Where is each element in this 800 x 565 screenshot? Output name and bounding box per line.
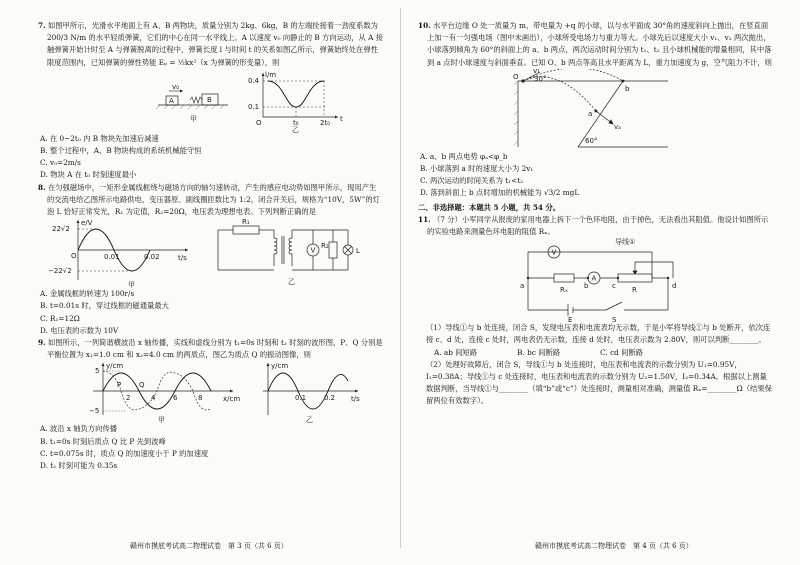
block-a-label: A: [169, 96, 174, 105]
figure-8b-transformer-circuit: [218, 226, 353, 270]
switch-label: S: [612, 316, 617, 323]
question-7: [38, 20, 383, 182]
resistor-rx: [554, 274, 574, 282]
question-11-stem: 11. （7 分）小军同学从报废的家用电器上拆下一个色环电阻，由于掉色，无法看出其阻值。他设计如图所示的实验电路来测量色环电阻的阻值 Rₓ。: [418, 214, 769, 237]
rx-label: Rₓ: [560, 286, 568, 295]
figure-7a-caption: 甲: [190, 114, 197, 123]
angle-60-label: 60°: [585, 136, 598, 145]
va-label: vₐ: [614, 122, 621, 131]
axis-t-label: t/s: [351, 395, 360, 404]
figure-8b-caption: 乙: [288, 278, 295, 287]
tick-x-4: 4: [151, 394, 156, 403]
lamp-label: L: [356, 247, 360, 256]
question-11: [418, 214, 773, 408]
figure-7a-blocks: [156, 83, 228, 123]
q10-option-d[interactable]: D. 落到斜面上 b 点时增加的机械能为 √3/2 mgL: [420, 188, 580, 198]
point-o-label: O: [513, 72, 519, 81]
point-q-label: Q: [139, 381, 145, 390]
q7-option-a[interactable]: A. 在 0~2t₀ 内 B 物块先加速后减速: [40, 133, 159, 143]
origin-label: O: [256, 118, 262, 127]
question-8-figures: [38, 218, 383, 288]
node-b-label: b: [584, 282, 589, 291]
r2-label: R₂: [321, 242, 329, 251]
point-a-label: a: [588, 109, 593, 118]
axis-e-label: e/V: [81, 219, 93, 228]
tick-emf-min: −22√2: [48, 267, 72, 276]
axis-l-label: l/m: [265, 70, 277, 79]
figure-8a-caption: 甲: [128, 281, 135, 289]
axis-x-label: x/cm: [223, 395, 241, 404]
question-10-figure: [418, 69, 773, 151]
question-9-stem: 9. 如图所示，一列简谐横波沿 x 轴传播，实线和虚线分别为 t₁=0s 时刻和 t₂ 时刻的波形图，P、Q 分别是平衡位置为 x₁=1.0 cm 和 x₂=4.0 cm 的两质点，图乙为质点 Q 的振动图像，则: [38, 338, 383, 360]
question-9: [38, 337, 383, 472]
question-7-stem: 7. 如图甲所示，光滑水平地面上有 A、B 两物块，质量分别为 2kg、6kg，B 的左端拴接着一劲度系数为 200/3 N/m 的水平轻质弹簧，它们的中心在同一水平线上。A 以速度 v₀ 向静止的 B 方向运动，从 A 接触弹簧开始计时至 A 与弹簧脱离的过程中，弹簧长度 l 与时间 t 的关系如图乙所示，弹簧始终处在弹性限度范围内，已知弹簧的弹性势能 Eₚ = ½kx²（x 为弹簧的形变量），则: [38, 21, 384, 67]
left-page: [38, 20, 383, 472]
figure-7b-caption: 乙: [292, 125, 299, 133]
battery-label: E: [568, 316, 573, 323]
tick-minus5: −5: [89, 407, 100, 416]
figure-9b-vibration: [263, 362, 360, 423]
axis-yb-label: y/cm: [271, 362, 289, 371]
v0-label: v₀: [172, 82, 179, 91]
point-b-label: b: [625, 84, 630, 93]
rheostat-label: R: [632, 286, 637, 295]
q7-option-b[interactable]: B. 整个过程中，A、B 物块构成的系统机械能守恒: [40, 146, 202, 156]
q8-option-d[interactable]: D. 电压表的示数为 10V: [40, 325, 119, 335]
q10-option-b[interactable]: B. 小球落到 a 时的速度大小为 2v₁: [420, 164, 534, 174]
question-9-figures: [38, 361, 383, 423]
q10-option-a[interactable]: A. a、b 两点电势 φₐ<φ_b: [420, 151, 508, 161]
q8-option-a[interactable]: A. 金属线框的转速为 100r/s: [40, 289, 135, 299]
q7-option-d[interactable]: D. 物块 A 在 t₀ 时刻速度最小: [40, 170, 137, 180]
resistor-r2: [329, 242, 337, 258]
page-divider: [400, 8, 401, 548]
tick-0-4: 0.4: [248, 76, 260, 85]
tick-t-0-2: 0.2: [324, 394, 336, 403]
question-7-figures: [38, 69, 383, 133]
axis-t-label: t/s: [178, 254, 187, 263]
q9-option-c[interactable]: C. t=0.075s 时，质点 Q 的加速度小于 P 的加速度: [40, 448, 209, 458]
q11-part1-options: [418, 347, 773, 359]
q9-option-b[interactable]: B. t₁=0s 时刻后质点 Q 比 P 先到波峰: [40, 436, 166, 446]
tick-5: 5: [95, 367, 100, 376]
question-8: [38, 182, 383, 337]
axis-y-label: y/cm: [106, 362, 124, 371]
right-page: [418, 20, 773, 408]
tick-emf-max: 22√2: [52, 225, 70, 234]
node-c-label: c: [612, 282, 616, 291]
tick-x-2: 2: [126, 394, 131, 403]
q9-option-a[interactable]: A. 波沿 x 轴负方向传播: [40, 424, 118, 434]
q11-option-c[interactable]: C. cd 间断路: [600, 347, 644, 357]
q9-option-d[interactable]: D. t₂ 时刻可能为 0.35s: [40, 461, 118, 471]
q8-option-c[interactable]: C. R₁=12Ω: [40, 313, 80, 323]
tick-0-1: 0.1: [248, 102, 260, 111]
tick-t0: t₀: [293, 118, 299, 127]
tick-t-0-1: 0.1: [295, 394, 307, 403]
q8-option-b[interactable]: B. t=0.01s 时，穿过线框的磁通量最大: [40, 301, 169, 311]
section-2-heading: 二、非选择题：本题共 5 小题，共 54 分。: [418, 202, 561, 212]
axis-t-label: t: [340, 114, 343, 123]
q11-option-a[interactable]: A. ab 间短路: [434, 347, 478, 357]
question-10-stem: 10. 水平台边缘 O 处一质量为 m、带电量为 +q 的小球，以与水平面成 30°角的速度斜向上抛出，在竖直面上加一有一匀强电场（图中未画出），小球所受电场力与重力等大。小球先后以速度大小 v₁、v₂ 两次抛出，小球落到倾角为 60°的斜面上的 a、b 两点，两次运动时间分别为 t₁、t₂ 且小球机械能的增量相同，其中落到 a 点时小球速度与斜面垂直。已知 O、b 两点等高且水平距离为 L，重力加速度为 g，空气阻力不计，则: [418, 21, 772, 67]
node-d-label: d: [672, 282, 677, 291]
voltmeter-label: V: [551, 248, 557, 257]
block-b-label: B: [207, 95, 212, 104]
figure-8a-emf-graph: [48, 219, 188, 288]
left-footer: 赣州市摸底考试高二物理试卷 第 3 页（共 6 页）: [130, 542, 288, 550]
question-8-stem: 8. 在匀强磁场中，一矩形金属线框绕与磁场方向的轴匀速转动，产生的感应电动势如图甲所示，现用产生的交流电给乙图所示电路供电，变压器原、副线圈匝数比为 1:2，闭合开关后，规格为“10V，5W”的灯泡 L 恰好正常发光，R₁ 为定值，R₂=20Ω，电压表为理想电表。下列判断正确的是: [38, 182, 380, 217]
voltmeter-label: V: [310, 246, 316, 255]
tick-x-8: 8: [198, 394, 203, 403]
q11-option-b[interactable]: B. bc 间断路: [517, 347, 561, 357]
figure-7b-graph: [248, 71, 343, 133]
figure-9b-caption: 乙: [306, 416, 313, 424]
figure-9a-wave: [89, 362, 240, 423]
r1-label: R₁: [242, 218, 250, 227]
resistor-r1: [233, 226, 259, 234]
rheostat-r: [618, 274, 652, 282]
tick-0-02: 0.02: [144, 253, 160, 262]
question-10: [418, 20, 773, 200]
wire-1-label: 导线①: [615, 238, 636, 247]
q7-option-c[interactable]: C. v₀=2m/s: [40, 158, 81, 168]
tick-x-6: 6: [173, 394, 178, 403]
tick-2t0: 2t₀: [320, 118, 331, 127]
question-11-part-1: （1）导线①与 b 处连接，闭合 S，发现电压表和电流表均无示数，于是小军将导线①与 b 处断开，依次连接 c、d 处，连接 c 处时，两电表仍无示数，连接 d 处时，电压表示数为 2.80V，则可以判断________。: [426, 323, 771, 345]
node-a-label: a: [520, 282, 525, 291]
tick-0-01: 0.01: [104, 253, 120, 262]
q10-option-c[interactable]: C. 两次运动的时间关系为 t₁<t₂: [420, 176, 524, 186]
figure-9a-caption: 甲: [158, 416, 165, 424]
ammeter-label: A: [591, 274, 597, 283]
v1-label: v₁: [533, 68, 540, 75]
point-p-label: P: [117, 381, 122, 390]
origin-label: O: [71, 252, 77, 261]
right-footer: 赣州市摸底考试高二物理试卷 第 4 页（共 6 页）: [535, 542, 693, 550]
question-11-part-2: （2）处理好故障后，闭合 S，导线①与 b 处连接时，电压表和电流表的示数分别为 U₁=0.95V，I₁=0.38A；导线①与 c 处连接时，电压表和电流表的示数分别为 U₂=1.50V，I₂=0.34A。根据以上测量数据判断，当导线①与________（填“b”或“c”）处连接时，测量相对准确，测量值 Rₓ=________Ω（结果保留两位有效数字）。: [426, 359, 772, 406]
question-11-circuit: [418, 238, 773, 322]
angle-30-label: 30°: [534, 74, 547, 83]
